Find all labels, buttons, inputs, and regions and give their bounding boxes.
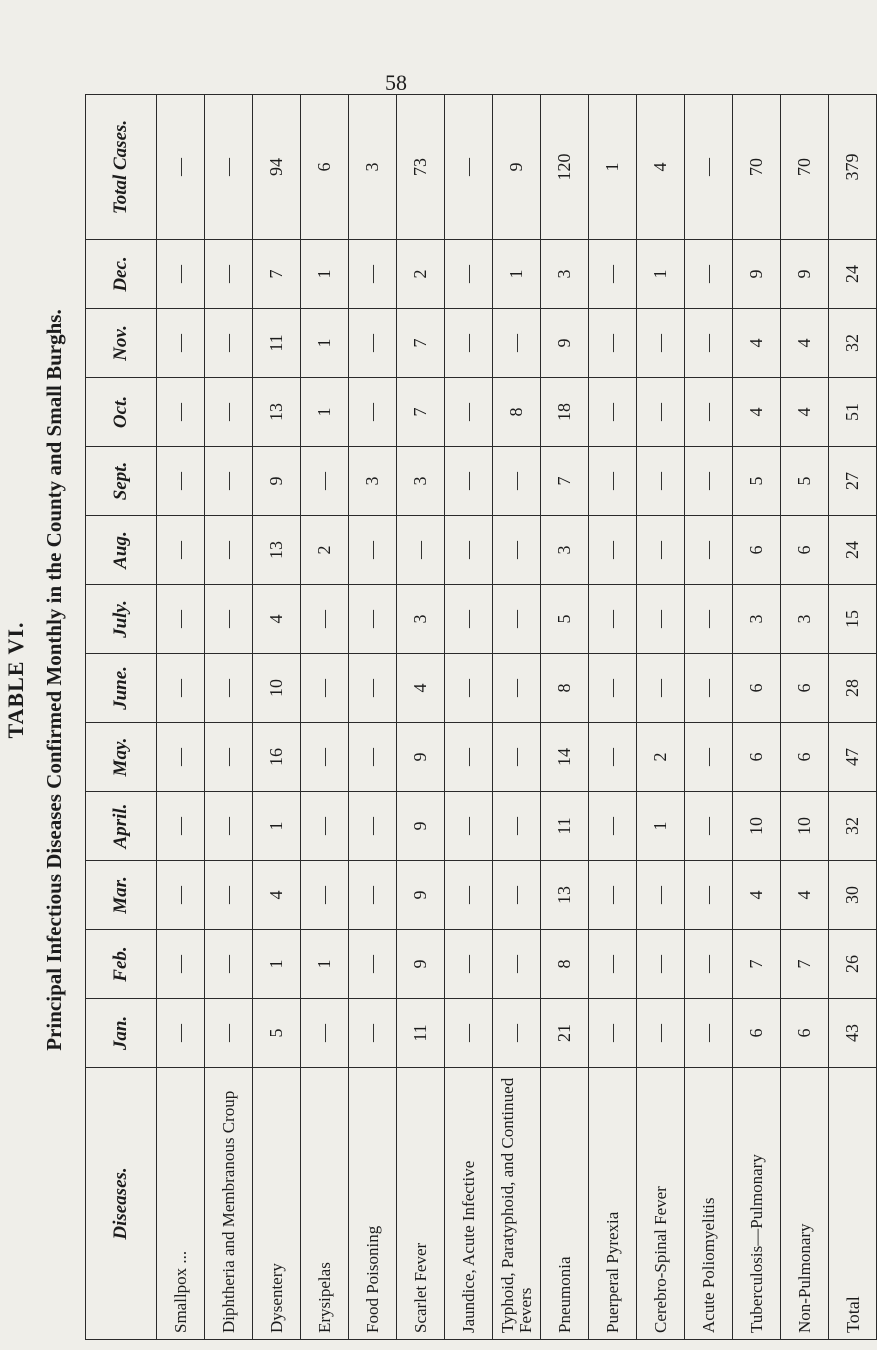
month-value-cell: 43	[829, 999, 877, 1068]
month-value-cell: 9	[253, 447, 301, 516]
month-value-cell: 5	[733, 447, 781, 516]
month-value-cell: 10	[733, 792, 781, 861]
month-value-cell: —	[349, 723, 397, 792]
month-value-cell: —	[349, 309, 397, 378]
total-cases-cell: 1	[589, 95, 637, 240]
month-value-cell: 7	[397, 378, 445, 447]
month-value-cell: 3	[541, 516, 589, 585]
month-value-cell: —	[445, 999, 493, 1068]
month-value-cell: —	[349, 585, 397, 654]
column-header: Total Cases.	[86, 95, 157, 240]
month-value-cell: 8	[493, 378, 541, 447]
total-row	[829, 95, 877, 1340]
month-value-cell: —	[157, 723, 205, 792]
month-value-cell: —	[685, 723, 733, 792]
month-value-cell: 6	[781, 654, 829, 723]
month-value-cell: —	[589, 999, 637, 1068]
month-value-cell: —	[637, 447, 685, 516]
month-value-cell: —	[589, 792, 637, 861]
disease-name: Tuberculosis—Pulmonary	[733, 1068, 781, 1340]
month-value-cell: —	[157, 240, 205, 309]
month-value-cell: —	[685, 378, 733, 447]
month-value-cell: —	[685, 654, 733, 723]
month-value-cell: 4	[733, 309, 781, 378]
column-header: Feb.	[86, 930, 157, 999]
month-value-cell: —	[589, 930, 637, 999]
column-header: Nov.	[86, 309, 157, 378]
table-row	[301, 95, 349, 1340]
total-cases-cell: 120	[541, 95, 589, 240]
month-value-cell: 47	[829, 723, 877, 792]
disease-name: Smallpox ...	[157, 1068, 205, 1340]
month-value-cell: —	[589, 240, 637, 309]
month-value-cell: —	[205, 585, 253, 654]
total-cases-cell: 73	[397, 95, 445, 240]
month-value-cell: 14	[541, 723, 589, 792]
month-value-cell: 32	[829, 792, 877, 861]
disease-name: Non-Pulmonary	[781, 1068, 829, 1340]
month-value-cell: —	[637, 378, 685, 447]
month-value-cell: —	[157, 930, 205, 999]
month-value-cell: —	[493, 861, 541, 930]
table-row	[253, 95, 301, 1340]
month-value-cell: —	[349, 240, 397, 309]
month-value-cell: 1	[253, 930, 301, 999]
disease-name: Diphtheria and Membranous Croup	[205, 1068, 253, 1340]
month-value-cell: 9	[397, 723, 445, 792]
month-value-cell: 18	[541, 378, 589, 447]
month-value-cell: —	[589, 447, 637, 516]
table-row	[349, 95, 397, 1340]
month-value-cell: —	[445, 309, 493, 378]
month-value-cell: 4	[733, 861, 781, 930]
month-value-cell: 6	[733, 999, 781, 1068]
month-value-cell: —	[637, 930, 685, 999]
month-value-cell: —	[157, 792, 205, 861]
month-value-cell: —	[349, 516, 397, 585]
table-row	[541, 95, 589, 1340]
month-value-cell: 1	[637, 792, 685, 861]
total-cases-cell: 6	[301, 95, 349, 240]
month-value-cell: —	[157, 585, 205, 654]
month-value-cell: —	[205, 723, 253, 792]
month-value-cell: —	[301, 792, 349, 861]
total-cases-cell: —	[205, 95, 253, 240]
table-row	[637, 95, 685, 1340]
month-value-cell: 1	[301, 309, 349, 378]
month-value-cell: 1	[301, 240, 349, 309]
total-label: Total	[829, 1068, 877, 1340]
month-value-cell: 6	[781, 723, 829, 792]
table-row	[397, 95, 445, 1340]
disease-name: Typhoid, Paratyphoid, and Continued Fevers	[493, 1068, 541, 1340]
month-value-cell: —	[301, 447, 349, 516]
total-cases-cell: 9	[493, 95, 541, 240]
month-value-cell: 4	[397, 654, 445, 723]
total-cases-cell: —	[157, 95, 205, 240]
month-value-cell: —	[349, 999, 397, 1068]
month-value-cell: 9	[397, 861, 445, 930]
column-header: May.	[86, 723, 157, 792]
month-value-cell: 11	[253, 309, 301, 378]
month-value-cell: —	[685, 861, 733, 930]
month-value-cell: 3	[397, 447, 445, 516]
month-value-cell: —	[685, 930, 733, 999]
month-value-cell: 3	[733, 585, 781, 654]
month-value-cell: 6	[733, 723, 781, 792]
month-value-cell: 1	[253, 792, 301, 861]
month-value-cell: 3	[397, 585, 445, 654]
month-value-cell: —	[445, 654, 493, 723]
month-value-cell: —	[589, 516, 637, 585]
month-value-cell: —	[493, 654, 541, 723]
total-cases-cell: 70	[733, 95, 781, 240]
month-value-cell: —	[445, 723, 493, 792]
month-value-cell: —	[493, 585, 541, 654]
month-value-cell: 13	[253, 516, 301, 585]
month-value-cell: —	[685, 240, 733, 309]
month-value-cell: —	[205, 309, 253, 378]
table-body	[157, 95, 877, 1340]
month-value-cell: 2	[301, 516, 349, 585]
month-value-cell: 2	[397, 240, 445, 309]
month-value-cell: —	[157, 999, 205, 1068]
month-value-cell: —	[493, 516, 541, 585]
month-value-cell: —	[637, 861, 685, 930]
month-value-cell: 9	[397, 930, 445, 999]
month-value-cell: —	[301, 585, 349, 654]
month-value-cell: —	[301, 861, 349, 930]
month-value-cell: —	[205, 999, 253, 1068]
disease-name: Acute Poliomyelitis	[685, 1068, 733, 1340]
table-subtitle: Principal Infectious Diseases Confirmed Monthly in the County and Small Burghs.	[42, 309, 66, 1051]
month-value-cell: —	[445, 516, 493, 585]
month-value-cell: 7	[733, 930, 781, 999]
month-value-cell: —	[685, 309, 733, 378]
month-value-cell: 10	[781, 792, 829, 861]
month-value-cell: —	[445, 447, 493, 516]
total-cases-cell: 70	[781, 95, 829, 240]
month-value-cell: —	[493, 930, 541, 999]
page-number: 58	[385, 70, 407, 95]
month-value-cell: 9	[397, 792, 445, 861]
month-value-cell: 3	[541, 240, 589, 309]
month-value-cell: 5	[781, 447, 829, 516]
month-value-cell: —	[349, 654, 397, 723]
column-header: April.	[86, 792, 157, 861]
month-value-cell: 9	[733, 240, 781, 309]
month-value-cell: —	[685, 447, 733, 516]
month-value-cell: —	[157, 447, 205, 516]
total-cases-cell: 379	[829, 95, 877, 240]
month-value-cell: —	[445, 861, 493, 930]
column-header: June.	[86, 654, 157, 723]
month-value-cell: —	[349, 378, 397, 447]
disease-name: Scarlet Fever	[397, 1068, 445, 1340]
month-value-cell: 30	[829, 861, 877, 930]
month-value-cell: 6	[781, 999, 829, 1068]
month-value-cell: —	[301, 654, 349, 723]
month-value-cell: 4	[781, 861, 829, 930]
month-value-cell: —	[349, 792, 397, 861]
month-value-cell: 7	[541, 447, 589, 516]
month-value-cell: —	[205, 378, 253, 447]
total-cases-cell: —	[445, 95, 493, 240]
month-value-cell: 5	[253, 999, 301, 1068]
column-header: July.	[86, 585, 157, 654]
month-value-cell: —	[301, 999, 349, 1068]
month-value-cell: —	[205, 240, 253, 309]
column-header: Dec.	[86, 240, 157, 309]
table-title: TABLE VI.	[3, 621, 28, 739]
month-value-cell: —	[589, 654, 637, 723]
month-value-cell: —	[589, 309, 637, 378]
month-value-cell: 4	[781, 309, 829, 378]
month-value-cell: 2	[637, 723, 685, 792]
month-value-cell: —	[493, 792, 541, 861]
month-value-cell: —	[589, 723, 637, 792]
disease-name: Dysentery	[253, 1068, 301, 1340]
month-value-cell: 7	[397, 309, 445, 378]
month-value-cell: 16	[253, 723, 301, 792]
month-value-cell: 6	[781, 516, 829, 585]
month-value-cell: —	[157, 861, 205, 930]
rotated-page	[0, 10, 863, 1350]
month-value-cell: 1	[301, 930, 349, 999]
disease-name: Cerebro-Spinal Fever	[637, 1068, 685, 1340]
total-cases-cell: 4	[637, 95, 685, 240]
month-value-cell: —	[685, 792, 733, 861]
disease-name: Pneumonia	[541, 1068, 589, 1340]
table-row	[205, 95, 253, 1340]
month-value-cell: 1	[637, 240, 685, 309]
month-value-cell: —	[445, 240, 493, 309]
month-value-cell: 51	[829, 378, 877, 447]
month-value-cell: 3	[349, 447, 397, 516]
month-value-cell: —	[493, 309, 541, 378]
table-header-row	[86, 95, 157, 1340]
table-row	[733, 95, 781, 1340]
month-value-cell: 5	[541, 585, 589, 654]
disease-name: Jaundice, Acute Infective	[445, 1068, 493, 1340]
month-value-cell: 28	[829, 654, 877, 723]
month-value-cell: —	[493, 447, 541, 516]
month-value-cell: 4	[733, 378, 781, 447]
month-value-cell: —	[205, 516, 253, 585]
month-value-cell: 15	[829, 585, 877, 654]
month-value-cell: —	[157, 654, 205, 723]
month-value-cell: 11	[397, 999, 445, 1068]
month-value-cell: 8	[541, 654, 589, 723]
month-value-cell: —	[349, 861, 397, 930]
month-value-cell: 4	[781, 378, 829, 447]
month-value-cell: 11	[541, 792, 589, 861]
month-value-cell: —	[637, 309, 685, 378]
month-value-cell: —	[637, 999, 685, 1068]
total-cases-cell: —	[685, 95, 733, 240]
month-value-cell: —	[685, 585, 733, 654]
disease-table	[85, 94, 877, 1340]
disease-name: Puerperal Pyrexia	[589, 1068, 637, 1340]
total-cases-cell: 94	[253, 95, 301, 240]
table-row	[493, 95, 541, 1340]
column-header: Aug.	[86, 516, 157, 585]
table-row	[685, 95, 733, 1340]
column-header: Sept.	[86, 447, 157, 516]
month-value-cell: 7	[781, 930, 829, 999]
month-value-cell: 13	[541, 861, 589, 930]
month-value-cell: —	[589, 861, 637, 930]
month-value-cell: 4	[253, 585, 301, 654]
month-value-cell: 3	[781, 585, 829, 654]
month-value-cell: —	[445, 378, 493, 447]
column-header: Oct.	[86, 378, 157, 447]
column-header: Mar.	[86, 861, 157, 930]
month-value-cell: —	[445, 585, 493, 654]
month-value-cell: —	[445, 930, 493, 999]
month-value-cell: 27	[829, 447, 877, 516]
month-value-cell: —	[157, 516, 205, 585]
month-value-cell: 32	[829, 309, 877, 378]
disease-name: Food Poisoning	[349, 1068, 397, 1340]
month-value-cell: —	[157, 378, 205, 447]
month-value-cell: —	[205, 447, 253, 516]
month-value-cell: —	[397, 516, 445, 585]
month-value-cell: 4	[253, 861, 301, 930]
month-value-cell: —	[301, 723, 349, 792]
month-value-cell: —	[205, 930, 253, 999]
month-value-cell: 9	[781, 240, 829, 309]
month-value-cell: —	[157, 309, 205, 378]
month-value-cell: 6	[733, 654, 781, 723]
month-value-cell: —	[589, 585, 637, 654]
table-row	[589, 95, 637, 1340]
month-value-cell: —	[205, 792, 253, 861]
total-cases-cell: 3	[349, 95, 397, 240]
month-value-cell: 13	[253, 378, 301, 447]
disease-name: Erysipelas	[301, 1068, 349, 1340]
month-value-cell: —	[637, 585, 685, 654]
table-row	[781, 95, 829, 1340]
month-value-cell: 7	[253, 240, 301, 309]
month-value-cell: 10	[253, 654, 301, 723]
table-row	[445, 95, 493, 1340]
column-header: Jan.	[86, 999, 157, 1068]
column-header: Diseases.	[86, 1068, 157, 1340]
month-value-cell: —	[685, 999, 733, 1068]
month-value-cell: 9	[541, 309, 589, 378]
month-value-cell: 6	[733, 516, 781, 585]
month-value-cell: —	[637, 654, 685, 723]
month-value-cell: —	[205, 861, 253, 930]
month-value-cell: 1	[301, 378, 349, 447]
month-value-cell: —	[205, 654, 253, 723]
month-value-cell: 8	[541, 930, 589, 999]
month-value-cell: 24	[829, 240, 877, 309]
month-value-cell: —	[493, 999, 541, 1068]
month-value-cell: —	[685, 516, 733, 585]
month-value-cell: 24	[829, 516, 877, 585]
month-value-cell: 21	[541, 999, 589, 1068]
month-value-cell: —	[445, 792, 493, 861]
month-value-cell: —	[589, 378, 637, 447]
month-value-cell: 26	[829, 930, 877, 999]
table-row	[157, 95, 205, 1340]
month-value-cell: —	[349, 930, 397, 999]
month-value-cell: —	[493, 723, 541, 792]
month-value-cell: —	[637, 516, 685, 585]
month-value-cell: 1	[493, 240, 541, 309]
